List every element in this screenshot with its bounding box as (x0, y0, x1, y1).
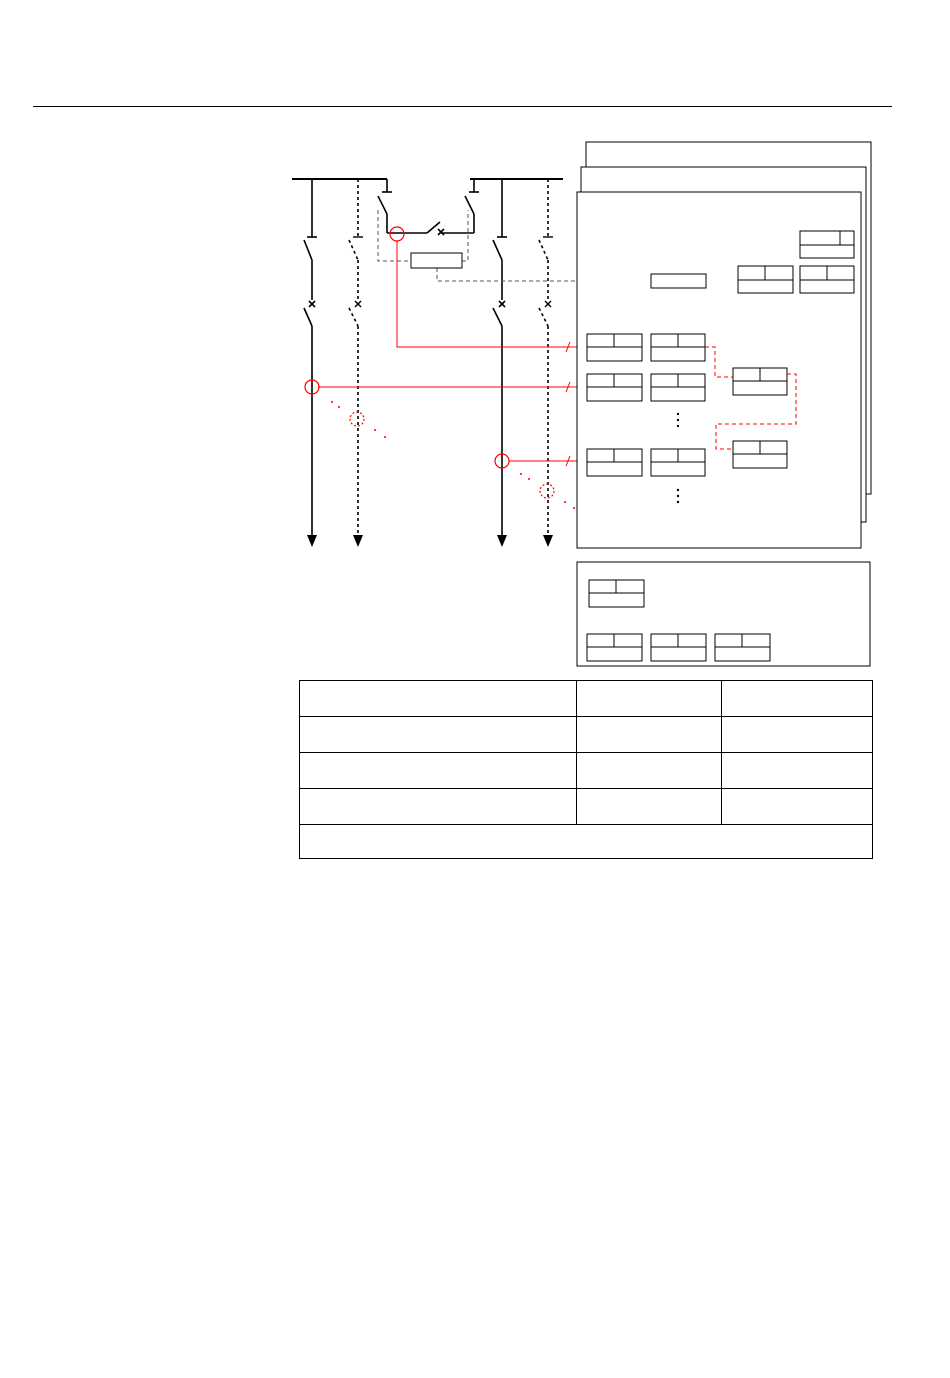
device-box (589, 580, 644, 607)
table-footer-cell (300, 825, 873, 859)
table-cell (300, 789, 577, 825)
table-cell (577, 681, 722, 717)
arrow-down-icon (497, 535, 507, 547)
device-box (587, 334, 642, 361)
device-box (651, 374, 705, 401)
feeder-1 (304, 179, 317, 547)
device-box (587, 634, 642, 661)
table-row (300, 753, 873, 789)
ct-sensor-icon (540, 484, 554, 498)
coupler-device-box (411, 253, 462, 268)
device-box (651, 449, 705, 476)
continuation-dots (331, 401, 575, 509)
arrow-down-icon (353, 535, 363, 547)
lower-panel (577, 562, 870, 666)
bus-coupler (378, 179, 479, 235)
table-cell (300, 753, 577, 789)
device-box (715, 634, 770, 661)
table-cell (722, 717, 873, 753)
table-cell (300, 717, 577, 753)
ct-sensor-icon (350, 412, 364, 426)
table-row (300, 717, 873, 753)
device-box (587, 374, 642, 401)
arrow-down-icon (307, 535, 317, 547)
table-row (300, 789, 873, 825)
device-box (587, 449, 642, 476)
device-box (651, 334, 705, 361)
legend-table (299, 680, 873, 859)
device-box (800, 266, 854, 293)
device-box (733, 368, 787, 395)
arrow-down-icon (543, 535, 553, 547)
table-cell (577, 789, 722, 825)
table-cell (577, 753, 722, 789)
table-row (300, 681, 873, 717)
table-cell (300, 681, 577, 717)
table-cell (722, 753, 873, 789)
table-cell (722, 681, 873, 717)
device-box (738, 266, 793, 293)
device-box (651, 274, 706, 288)
table-row (300, 825, 873, 859)
feeder-4 (539, 179, 548, 535)
device-box (733, 441, 787, 468)
device-box (800, 231, 854, 258)
table-cell (722, 789, 873, 825)
ct-sensor-icon (390, 227, 404, 241)
feeder-3 (493, 179, 507, 547)
feeder-2 (349, 179, 358, 535)
table-cell (577, 717, 722, 753)
device-box (651, 634, 706, 661)
